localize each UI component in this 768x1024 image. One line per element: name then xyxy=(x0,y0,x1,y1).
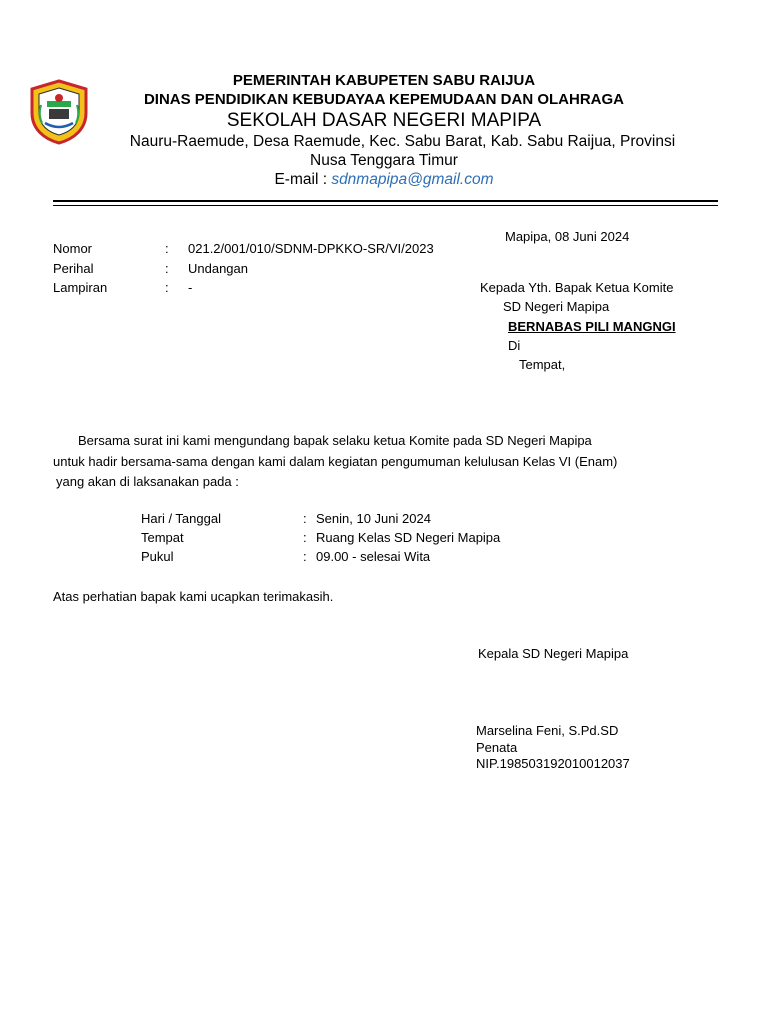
email-line xyxy=(0,171,768,189)
department-name: DINAS PENDIDIKAN KEBUDAYAA KEPEMUDAAN DAN OLAHRAGA xyxy=(143,91,625,108)
recipient-line-4: Di xyxy=(508,338,521,353)
meta-value-nomor: 021.2/001/010/SDNM-DPKKO-SR/VI/2023 xyxy=(188,241,434,256)
letterhead-rule-thin xyxy=(53,205,718,206)
meta-separator: : xyxy=(165,261,169,276)
detail-value-date: Senin, 10 Juni 2024 xyxy=(316,511,431,526)
closing-sentence: Atas perhatian bapak kami ucapkan terimakasih. xyxy=(53,589,334,604)
letterhead-rule-thick xyxy=(53,200,718,202)
recipient-line-5: Tempat, xyxy=(519,357,566,372)
detail-label-date: Hari / Tanggal xyxy=(141,511,221,526)
school-name: SEKOLAH DASAR NEGERI MAPIPA xyxy=(226,110,542,131)
detail-separator: : xyxy=(303,530,307,545)
letter-date: Mapipa, 08 Juni 2024 xyxy=(505,229,630,244)
body-paragraph-line-1: Bersama surat ini kami mengundang bapak selaku ketua Komite pada SD Negeri Mapipa xyxy=(78,433,592,448)
detail-value-place: Ruang Kelas SD Negeri Mapipa xyxy=(316,530,501,545)
recipient-line-1: Kepada Yth. Bapak Ketua Komite xyxy=(480,280,674,295)
address-line-2: Nusa Tenggara Timur xyxy=(310,152,458,169)
body-paragraph-line-3: yang akan di laksanakan pada : xyxy=(56,474,239,489)
detail-separator: : xyxy=(303,549,307,564)
detail-label-place: Tempat xyxy=(141,530,184,545)
meta-separator: : xyxy=(165,280,169,295)
meta-value-perihal: Undangan xyxy=(188,261,248,276)
email-link[interactable]: sdnmapipa@gmail.com xyxy=(331,171,494,188)
address-line-1: Nauru-Raemude, Desa Raemude, Kec. Sabu Barat, Kab. Sabu Raijua, Provinsi xyxy=(129,133,676,150)
signature-title: Kepala SD Negeri Mapipa xyxy=(478,646,629,661)
signature-nip: NIP.198503192010012037 xyxy=(476,756,630,771)
signature-rank: Penata xyxy=(476,740,518,755)
recipient-line-2: SD Negeri Mapipa xyxy=(503,299,610,314)
body-paragraph-line-2: untuk hadir bersama-sama dengan kami dalam kegiatan pengumuman kelulusan Kelas VI (Enam) xyxy=(53,454,618,469)
meta-label-perihal: Perihal xyxy=(53,261,94,276)
government-name: PEMERINTAH KABUPETEN SABU RAIJUA xyxy=(232,72,536,89)
recipient-name: BERNABAS PILI MANGNGI xyxy=(508,319,676,334)
meta-label-nomor: Nomor xyxy=(53,241,93,256)
meta-separator: : xyxy=(165,241,169,256)
signature-name: Marselina Feni, S.Pd.SD xyxy=(476,723,619,738)
detail-separator: : xyxy=(303,511,307,526)
email-label: E-mail : xyxy=(274,171,332,188)
meta-label-lampiran: Lampiran xyxy=(53,280,108,295)
detail-label-time: Pukul xyxy=(141,549,174,564)
meta-value-lampiran: - xyxy=(188,280,193,295)
detail-value-time: 09.00 - selesai Wita xyxy=(316,549,431,564)
